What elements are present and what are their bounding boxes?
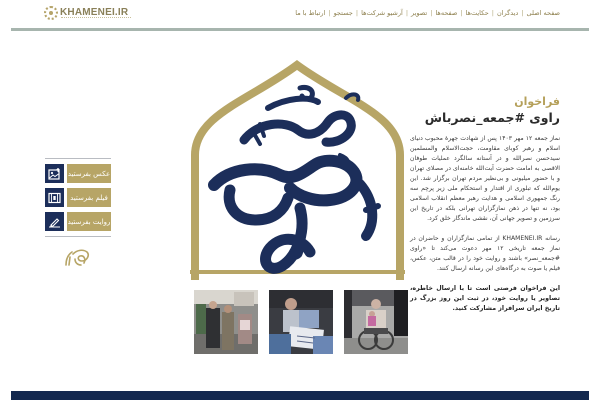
send-photo-button[interactable] [45,164,111,183]
send-video-label: فیلم بفرستید [67,188,111,207]
hero-calligraphy-image [190,60,405,285]
article-paragraph-1: نماز جمعه ۱۲ مهر ۱۴۰۳ پس از شهادت جهرهٔ محبوب دنیای اسلام و رهبر کوبای مقاومت، حجت‌الاسلام والمسلمین سیدحسن نصرالله و در آستانه سالگرد عملیات طوفان الاقصی به امامت حضرت آیت‌الله خامنه‌ای در مصلای تهران و با حضور میلیونی و بی‌نظیر مردم تهران برگزار شد. این یوم‌الله که تبلوری از اقتدار و استحکام ملی زیر پرچم سه رنگ جمهوری اسلامی و هدایت رهبر معظم انقلاب اسلامی بود، نه تنها در ذهن نمازگزاران تهرانی بلکه در تاریخ این سرزمین و تصویر جهانی آن، نقشی ماندگار خلق کرد. [410,135,561,222]
divider [45,158,111,159]
nav-item-4[interactable]: صفحه‌ها [435,9,458,17]
nav-separator: | [430,9,433,17]
article-paragraph-2: رسانه KHAMENEI.IR از تمامی نمازگزاران و حاضران در نماز جمعه تاریخی ۱۲ مهر دعوت می‌کند تا «راوی #جمعه_نصر» باشند و روایت خود را در قالب متن، عکس، فیلم یا صوت به درگاه‌های این رسانه ارسال کنند. [410,235,561,272]
pen-writing-icon [45,212,64,231]
gallery-photo-3[interactable] [344,290,408,354]
article-headline: راوی #جمعه_نصرباش [424,110,560,125]
article-paragraph-3: این فراخوان فرصتی است تا با ارسال خاطره، تصاویر یا روایت خود، در ثبت این روز بزرگ در تاریخ ایران سرافراز مشارکت کنید. [410,285,560,312]
top-navigation [295,9,560,17]
nav-item-search[interactable]: جستجو [333,9,353,17]
gallery-photo-1[interactable] [194,290,258,354]
send-photo-label: عکس بفرستید [67,164,111,183]
photo-upload-icon [45,164,64,183]
send-story-button[interactable] [45,212,111,231]
video-icon [45,188,64,207]
nav-item-home[interactable]: صفحه اصلی [526,9,560,17]
footer-bar [11,391,589,400]
campaign-logo [45,243,111,271]
jomeh-nasr-emblem [190,60,405,285]
nav-item-6[interactable]: آرشیو شرکت‌ها [361,9,403,17]
nav-separator: | [328,9,331,17]
divider [45,236,111,237]
nav-item-5[interactable]: تصویر [411,9,428,17]
nav-item-contact[interactable]: ارتباط با ما [295,9,326,17]
nav-separator: | [491,9,494,17]
nav-item-2[interactable]: دیدگران [496,9,519,17]
submission-panel [45,158,111,271]
logo-tagline [61,17,131,19]
gallery-photo-2[interactable] [269,290,333,354]
nav-separator: | [355,9,359,17]
article-kicker: فراخوان [514,95,560,108]
send-story-label: روایت بفرستید [67,212,111,231]
nav-separator: | [460,9,463,17]
site-logo[interactable] [44,6,128,20]
hamgam-logo-icon [63,246,93,268]
nav-item-3[interactable]: حکایت‌ها [465,9,489,17]
send-video-button[interactable] [45,188,111,207]
article-body [410,95,560,324]
logo-text: KHAMENEI.IR [60,7,129,18]
photo-gallery [194,290,408,354]
header-divider-bar [11,28,589,31]
logo-emblem-icon [44,6,58,20]
nav-separator: | [405,9,409,17]
site-header [0,0,600,28]
nav-separator: | [521,9,524,17]
